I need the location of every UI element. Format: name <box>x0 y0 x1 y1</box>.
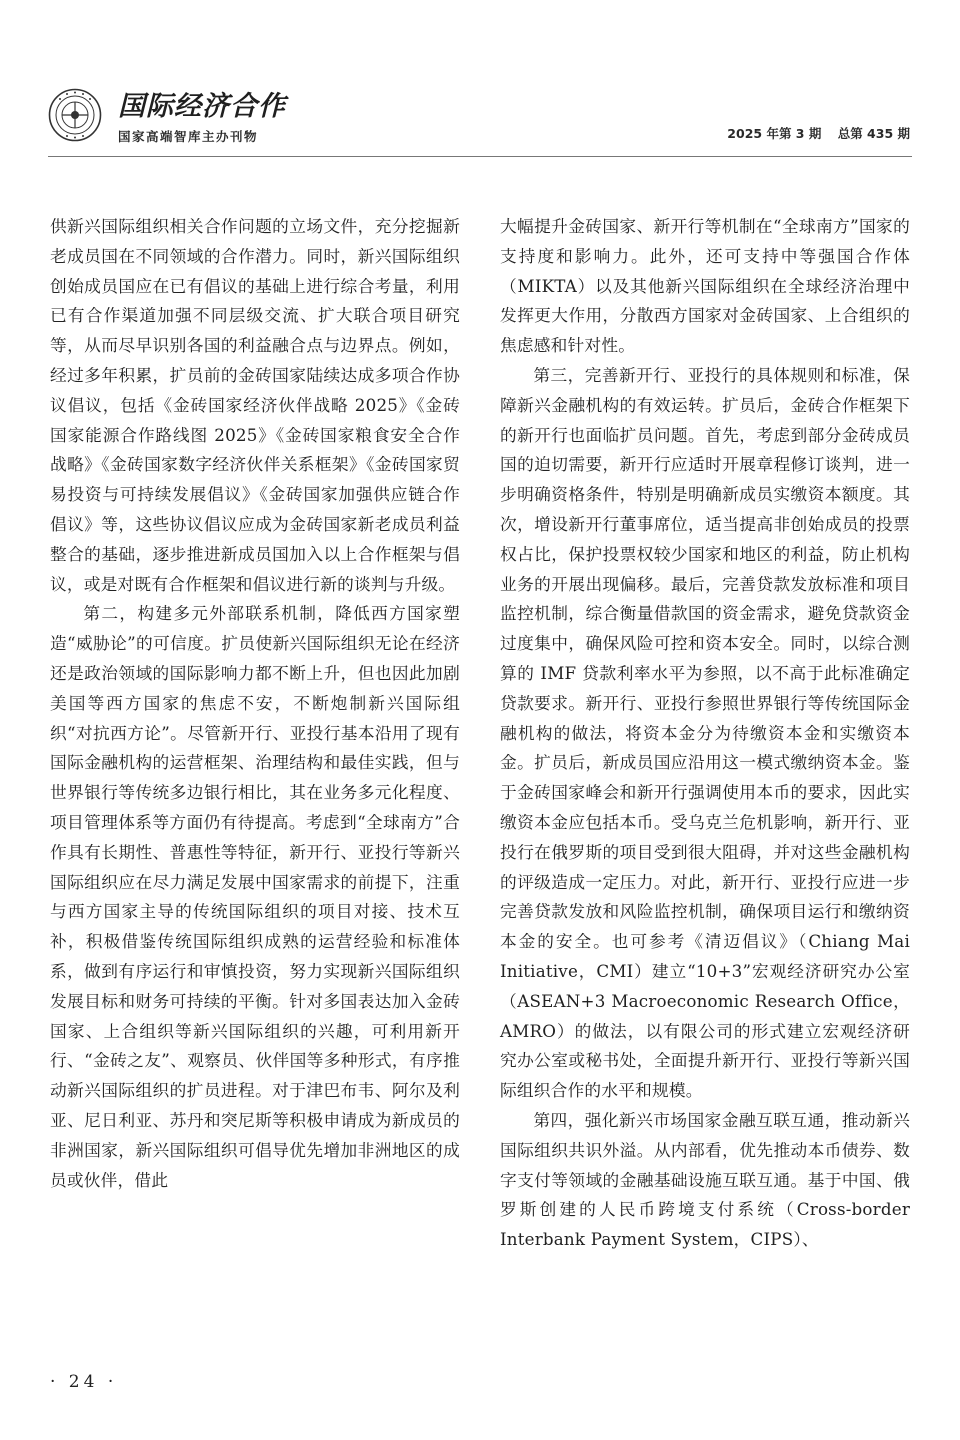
paragraph: 第四，强化新兴市场国家金融互联互通，推动新兴国际组织共识外溢。从内部看，优先推动本币债券、数字支付等领域的金融基础设施互联互通。基于中国、俄罗斯创建的人民币跨境支付系统（Cross-border Interbank Payment System，CIPS）、 <box>500 1109 910 1250</box>
header-divider <box>48 156 912 157</box>
journal-brand <box>118 92 286 145</box>
paragraph: 供新兴国际组织相关合作问题的立场文件，充分挖掘新老成员国在不同领域的合作潜力。同时，新兴国际组织创始成员国应在已有倡议的基础上进行综合考量，利用已有合作渠道加强不同层级交流、扩大联合项目研究等，从而尽早识别各国的利益融合点与边界点。例如，经过多年积累，扩员前的金砖国家陆续达成多项合作协议倡议，包括《金砖国家经济伙伴战略 2025》《金砖国家能源合作路线图 2025》《金砖国家粮食安全合作战略》《金砖国家数字经济伙伴关系框架》《金砖国家贸易投资与可持续发展倡议》《金砖国家加强供应链合作倡议》等，这些协议倡议应成为金砖国家新老成员利益整合的基础，逐步推进新成员国加入以上合作框架与倡议，或是对既有合作框架和倡议进行新的谈判与升级。 <box>50 216 460 594</box>
paragraph: 第二，构建多元外部联系机制，降低西方国家塑造“威胁论”的可信度。扩员使新兴国际组织无论在经济还是政治领域的国际影响力都不断上升，但也因此加剧美国等西方国家的焦虑不安，不断炮制新兴国际组织“对抗西方论”。尽管新开行、亚投行基本沿用了现有国际金融机构的运营框架、治理结构和最佳实践，但与世界银行等传统多边银行相比，其在业务多元化程度、项目管理体系等方面仍有待提高。考虑到“全球南方”合作具有长期性、普惠性等特征，新开行、亚投行等新兴国际组织应在尽力满足发展中国家需求的前提下，注重与西方国家主导的传统国际组织的项目对接、技术互补，积极借鉴传统国际组织成熟的运营经验和标准体系，做到有序运行和审慎投资，努力实现新兴国际组织发展目标和财务可持续的平衡。针对多国表达加入金砖国家、上合组织等新兴国际组织的兴趣，可利用新开行、“金砖之友”、观察员、伙伴国等多种形式，有序推动新兴国际组织的扩员进程。对于津巴布韦、阿尔及利亚、尼日利亚、苏丹和突尼斯等积极申请成为新成员的非洲国家，新兴国际组织可倡导优先增加非洲地区的成员或伙伴，借此 <box>50 603 460 1190</box>
paragraph: 第三，完善新开行、亚投行的具体规则和标准，保障新兴金融机构的有效运转。扩员后，金砖合作框架下的新开行也面临扩员问题。首先，考虑到部分金砖成员国的迫切需要，新开行应适时开展章程修订谈判，进一步明确资格条件，特别是明确新成员实缴资本额度。其次，增设新开行董事席位，适当提高非创始成员的投票权占比，保护投票权较少国家和地区的利益，防止机构业务的开展出现偏移。最后，完善贷款发放标准和项目监控机制，综合衡量借款国的资金需求，避免贷款资金过度集中，确保风险可控和资本安全。同时，以综合测算的 IMF 贷款利率水平为参照，以不高于此标准确定贷款要求。新开行、亚投行参照世界银行等传统国际金融机构的做法，将资本金分为待缴资本金和实缴资本金。扩员后，新成员国应沿用这一模式缴纳资本金。鉴于金砖国家峰会和新开行强调使用本币的要求，因此实缴资本金应包括本币。受乌克兰危机影响，新开行、亚投行在俄罗斯的项目受到很大阻碍，并对这些金融机构的评级造成一定压力。对此，新开行、亚投行应进一步完善贷款发放和风险监控机制，确保项目运行和缴纳资本金的安全。也可参考《清迈倡议》（Chiang Mai Initiative，CMI）建立“10+3”宏观经济研究办公室（ASEAN+3 Macroeconomic Research Office，AMRO）的做法，以有限公司的形式建立宏观经济研究办公室或秘书处，全面提升新开行、亚投行等新兴国际组织合作的水平和规模。 <box>500 364 910 1101</box>
journal-subtitle: 国家高端智库主办刊物 <box>118 129 259 144</box>
issue-info <box>727 124 910 142</box>
right-column <box>500 212 910 1255</box>
left-column <box>50 212 460 1195</box>
paragraph: 大幅提升金砖国家、新开行等机制在“全球南方”国家的支持度和影响力。此外，还可支持中等强国合作体（MIKTA）以及其他新兴国际组织在全球经济治理中发挥更大作用，分散西方国家对金砖国家、上合组织的焦虑感和针对性。 <box>500 216 910 356</box>
page-header <box>48 88 912 158</box>
issue-number: 2025 年第 3 期 <box>727 126 822 141</box>
institution-seal-icon <box>48 88 102 142</box>
page-number: · 24 · <box>50 1372 118 1392</box>
total-issue-number: 总第 435 期 <box>837 126 910 141</box>
journal-title: 国际经济合作 <box>118 91 286 122</box>
